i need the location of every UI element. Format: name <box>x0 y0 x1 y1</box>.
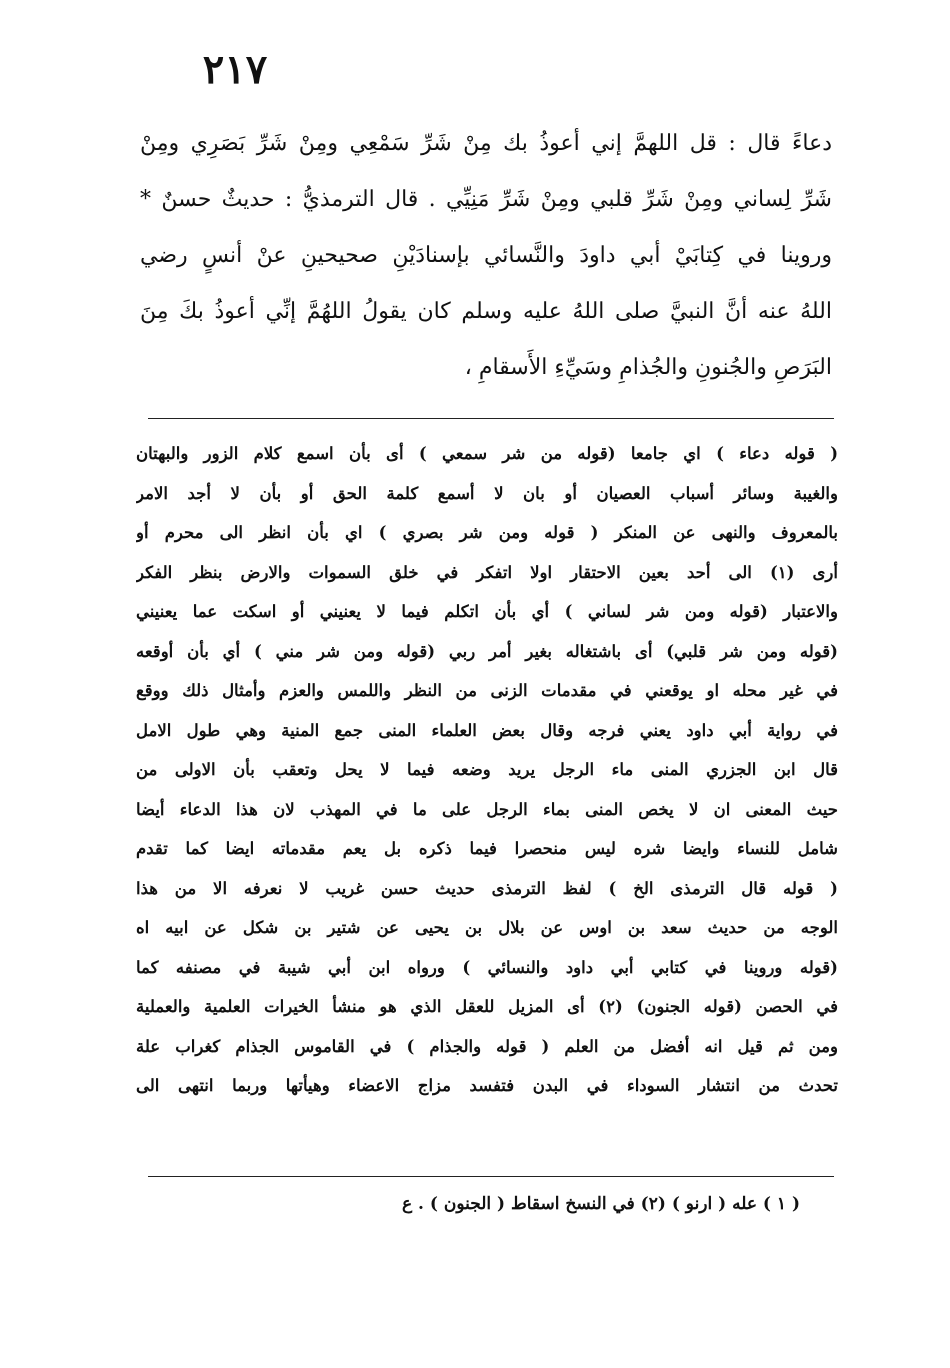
commentary-line: أرى (١) الى أحد بعين الاحتقار اولا اتفكر في خلق السموات والارض بنظر الفكر <box>136 562 838 582</box>
commentary-line: ( قوله دعاء ) اي جامعا (قوله من شر سمعي ) أى بأن اسمع كلام الزور والبهتان <box>136 444 838 463</box>
commentary-line: (قوله وروينا في كتابي أبي داود والنسائي ) ورواه ابن أبي شيبة في مصنفه كما <box>136 957 838 977</box>
page-number: ٢١٧ <box>202 46 268 93</box>
main-text-block <box>140 116 832 396</box>
commentary-line: حيث المعنى ان لا يخص المنى بماء الرجل على ما في المهذب لان هذا الدعاء أيضا <box>136 799 838 819</box>
commentary-line: شامل للنساء وايضا شره ليس منحصرا فيما ذكره بل يعم مقدماته ايضا كما تقدم <box>136 839 838 858</box>
commentary-line: الوجه من حديث سعد بن اوس عن بلال بن يحيى عن شتير بن شكل عن ابيه اه <box>136 918 838 937</box>
main-text-line: وروينا في كِتابَيْ أبي داودَ والنَّسائي بإسنادَيْنِ صحيحينِ عنْ أنسٍ رضي <box>140 243 832 268</box>
commentary-line: ومن ثم قيل انه أفضل من العلم ( قوله والجذام ) في القاموس الجذام كغراب علة <box>136 1036 838 1056</box>
commentary-line: في غير محله او يوقعني في مقدمات الزنى من النظر واللمس والعزم وأمثال ذلك ووقع <box>136 681 838 700</box>
main-text-line: البَرَصِ والجُنونِ والجُذامِ وسَيِّءِ الأَسقامِ ، <box>464 355 832 380</box>
commentary-block <box>136 434 838 1106</box>
footnote: ( ١ ) عله ( ارنو ) (٢) في النسخ اسقاط ( الجنون ) . ع <box>401 1194 800 1214</box>
commentary-line: ( قوله قال الترمذى الخ ) لفظ الترمذى حديث حسن غريب لا نعرفه الا من هذا <box>136 878 838 898</box>
commentary-line: (قوله ومن شر قلبي) أى باشتغاله بغير أمر ربي (قوله ومن شر مني ) أي بأن أوقعه <box>136 641 838 661</box>
commentary-line: تحدث من انتشار السوداء في البدن فتفسد مزاج الاعضاء وهيأتها وربما انتهى الى <box>136 1076 838 1095</box>
section-divider <box>148 418 834 419</box>
commentary-line: في رواية أبي داود يعني فرجه وقال بعض العلماء المنى جمع المنية وهي طول الامل <box>136 720 838 740</box>
commentary-line: والغيبة وسائر أسباب العصيان أو بان لا أسمع كلمة الحق أو بأن لا أجد الامر <box>136 483 838 503</box>
main-text-line: شَرِّ لِساني ومِنْ شَرِّ قلبي ومِنْ شَرِّ مَنِيِّي . قال الترمذيُّ : حديثٌ حسنٌ * <box>140 187 832 212</box>
commentary-line: بالمعروف والنهى عن المنكر ( قوله ومن شر بصري ) اي بأن انظر الى محرم أو <box>136 523 838 542</box>
main-text-line: دعاءً قال : قل اللهمَّ إني أعوذُ بك مِنْ شَرِّ سَمْعِي ومِنْ شَرِّ بَصَرِي ومِنْ <box>140 131 832 156</box>
commentary-line: في الحصن (قوله الجنون) (٢) أى المزيل للعقل الذي هو منشأ الخيرات العلمية والعملية <box>136 997 838 1016</box>
footnote-divider <box>148 1176 834 1177</box>
commentary-line: قال ابن الجزري المنى ماء الرجل يريد وضعه فيما لا يحل وتعقب بأن الاولى من <box>136 760 838 779</box>
commentary-line: والاعتبار (قوله ومن شر لساني ) أي بأن اتكلم فيما لا يعنيني أو اسكت عما يعنيني <box>136 602 838 621</box>
main-text-line: اللهُ عنه أنَّ النبيَّ صلى اللهُ عليه وسلم كان يقولُ اللهُمَّ إنِّي أعوذُ بكَ مِنَ <box>140 299 832 324</box>
